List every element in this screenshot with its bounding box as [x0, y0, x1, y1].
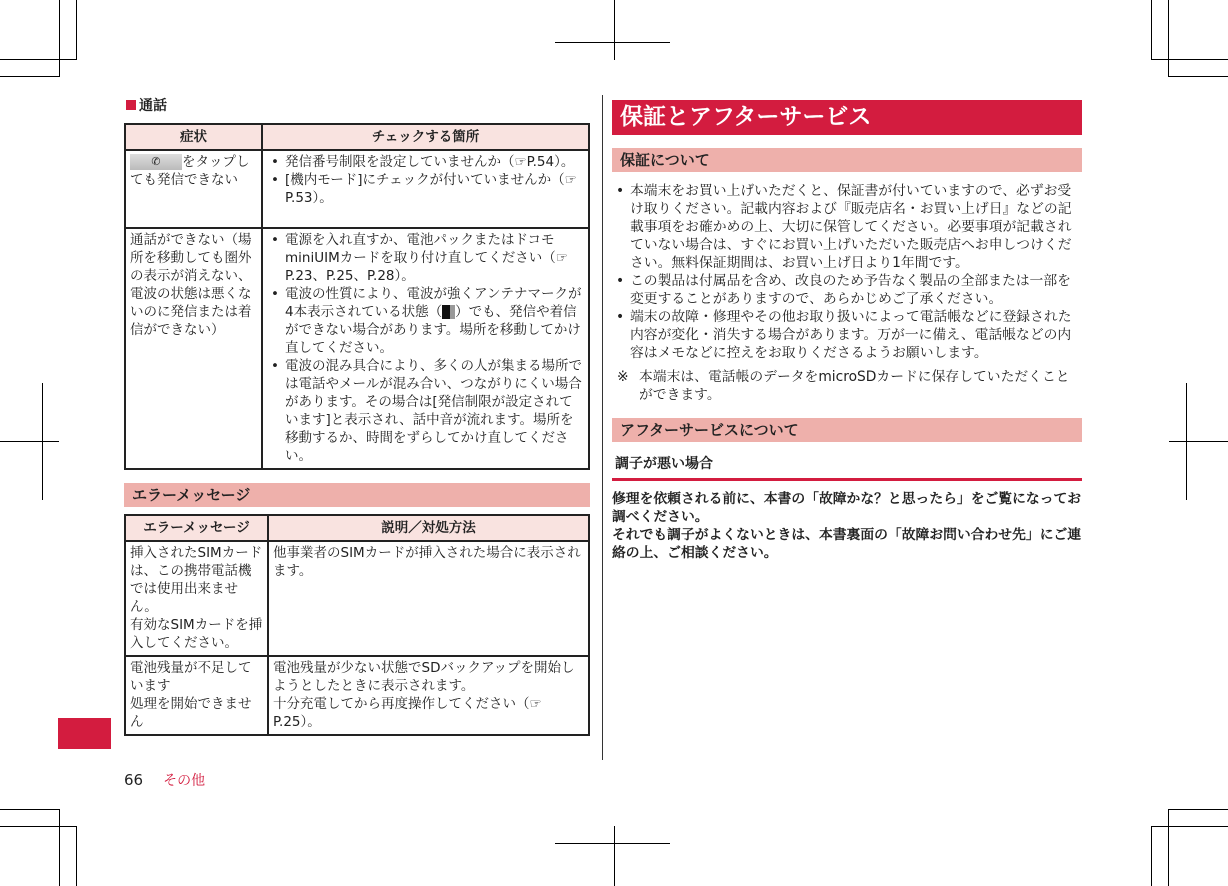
trouble-subheading: 調子が悪い場合	[615, 456, 713, 472]
section-call-heading: 通話	[124, 97, 590, 115]
list-item: • 電波の混み具合により、多くの人が集まる場所では電話やメールが混み合い、つながりにくい場合があります。その場合は[発信制限が設定されています]と表示され、話中音が流れます。場所を移動するか、時間をずらしてかけ直してください。	[267, 357, 584, 465]
list-item: • 電波の性質により、電波が強くアンテナマークが4本表示されている状態（ ）でも、発信や着信ができない場合があります。場所を移動してかけ直してください。	[267, 285, 584, 357]
page-number: 66	[124, 771, 144, 789]
warranty-heading: 保証について	[612, 148, 1082, 172]
list-item: • [機内モード]にチェックが付いていませんか（☞P.53）。	[267, 171, 584, 207]
trouble-text: 修理を依頼される前に、本書の「故障かな？と思ったら」をご覧になってお調べください。 それでも調子がよくないときは、本書裏面の「故障お問い合わせ先」にご連絡の上、ご相談ください。	[612, 491, 1082, 561]
list-item: • この製品は付属品を含め、改良のため予告なく製品の全部または一部を変更することがありますので、あらかじめご了承ください。	[612, 272, 1082, 308]
footer	[124, 759, 590, 790]
table-row: 挿入されたSIMカードは、この携帯電話機では使用出来ません。 有効なSIMカードを挿入してください。 他事業者のSIMカードが挿入された場合に表示されます。	[125, 541, 589, 656]
right-column	[612, 100, 1082, 562]
section-tab	[58, 718, 111, 749]
left-column	[124, 97, 590, 790]
table-row: 電池残量が不足しています 処理を開始できません 電池残量が少ない状態でSDバックアップを開始しようとしたときに表示されます。 十分充電してから再度操作してください（☞P.25）。	[125, 656, 589, 735]
table-row: ✆ をタップしても発信できない • 発信番号制限を設定していませんか（☞P.54）。 • [機内モード]にチェックが付いていませんか（☞P.53）。	[125, 150, 589, 228]
after-service-heading: アフターサービスについて	[612, 418, 1082, 442]
warranty-list	[612, 182, 1082, 362]
list-item: • 端末の故障・修理やその他お取り扱いによって電話帳などに登録された内容が変化・消失する場合があります。万が一に備え、電話帳などの内容はメモなどに控えをお取りくださるようお願いします。	[612, 308, 1082, 362]
list-item: • 電源を入れ直すか、電池パックまたはドコモminiUIMカードを取り付け直してください（☞P.23、P.25、P.28）。	[267, 231, 584, 285]
error-message-table	[124, 514, 590, 736]
subheading-rule	[612, 478, 1082, 481]
header-symptom: 症状	[125, 124, 262, 150]
call-troubleshooting-table	[124, 123, 590, 470]
list-item: • 本端末をお買い上げいただくと、保証書が付いていますので、必ずお受け取りください。記載内容および『販売店名・お買い上げ日』などの記載事項をお確かめの上、大切に保管してください。必要事項が記載されていない場合は、すぐにお買い上げいただいた販売店へお申しつけください。無料保証期間は、お買い上げ日より1年間です。	[612, 182, 1082, 272]
page-title: 保証とアフターサービス	[612, 100, 1082, 135]
table-row: 通話ができない（場所を移動しても圏外の表示が消えない、電波の状態は悪くないのに発信または着信ができない） • 電源を入れ直すか、電池パックまたはドコモminiUIMカードを取り付け直してください（☞P.23、P.25、P.28）。 • 電波の性質により、電波が強くアンテナマークが4本表示されている状態（ ）でも、発信や着信ができない場合があります。場所を移動してかけ直してください。 • 電波の混み具合により、多くの人が集まる場所では電話やメールが混み合い、つながりにくい場合があります。その場合は[発信制限が設定されています]と表示され、話中音が流れます。場所を移動するか、時間をずらしてかけ直してください。	[125, 228, 589, 469]
list-item: • 発信番号制限を設定していませんか（☞P.54）。	[267, 153, 584, 171]
section-error-heading: エラーメッセージ	[124, 483, 590, 507]
warranty-note: ※ 本端末は、電話帳のデータをmicroSDカードに保存していただくことができます。	[617, 369, 1070, 403]
phone-key-icon: ✆	[130, 154, 182, 170]
column-divider	[602, 95, 603, 760]
header-description: 説明／対処方法	[268, 515, 589, 541]
square-bullet-icon	[126, 100, 136, 110]
antenna-signal-icon	[442, 305, 455, 319]
header-error-message: エラーメッセージ	[125, 515, 268, 541]
header-check: チェックする箇所	[262, 124, 589, 150]
section-name: その他	[163, 773, 206, 789]
